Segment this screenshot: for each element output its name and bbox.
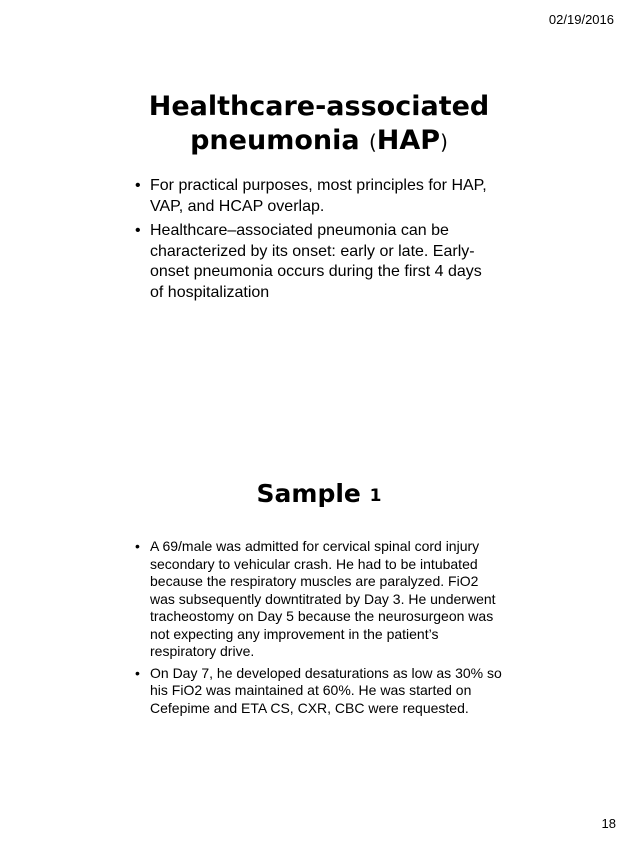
bullet-dot-icon: • (135, 538, 140, 554)
slide-hap (0, 90, 638, 301)
slide-title-hap (0, 90, 638, 159)
slide-sample-1 (0, 478, 638, 716)
bullet-text: A 69/male was admitted for cervical spinal cord injury secondary to vehicular crash. He had to be intubated because the respiratory muscles are paralyzed. FiO2 was subsequently downtitrated by Day 3. He underwent tracheostomy on Day 5 because the neurosurgeon was not expecting any improvement in the patient’s respiratory drive. (150, 538, 496, 659)
bullet-item (135, 176, 495, 217)
title-sample-number: 1 (369, 486, 382, 506)
title-word-pneumonia: pneumonia (190, 125, 369, 156)
date-stamp: 02/19/2016 (548, 12, 614, 27)
bullet-text: On Day 7, he developed desaturations as low as 30% so his FiO2 was maintained at 60%. He was started on Cefepime and ETA CS, CXR, CBC were requested. (150, 664, 502, 716)
bullet-dot-icon: • (135, 177, 141, 194)
paren-open: ( (368, 130, 377, 154)
bullet-item (135, 221, 495, 303)
bullet-text: Healthcare–associated pneumonia can be characterized by its onset: early or late. Early-onset pneumonia occurs during the first 4 days of hospitalization (150, 222, 482, 301)
bullet-list-hap (135, 176, 495, 307)
page-number: 18 (601, 816, 616, 831)
bullet-dot-icon: • (135, 222, 141, 239)
paren-close: ) (440, 130, 448, 154)
bullet-item (135, 665, 505, 718)
title-word-sample: Sample (256, 479, 370, 508)
bullet-dot-icon: • (135, 664, 140, 681)
title-line-1: Healthcare-associated (148, 91, 490, 122)
bullet-item (135, 538, 505, 661)
slide-title-sample (0, 478, 638, 512)
title-line-2 (0, 124, 638, 159)
title-abbr-hap: HAP (376, 125, 441, 156)
bullet-text: For practical purposes, most principles for HAP, VAP, and HCAP overlap. (150, 177, 487, 215)
bullet-list-sample (135, 538, 505, 721)
